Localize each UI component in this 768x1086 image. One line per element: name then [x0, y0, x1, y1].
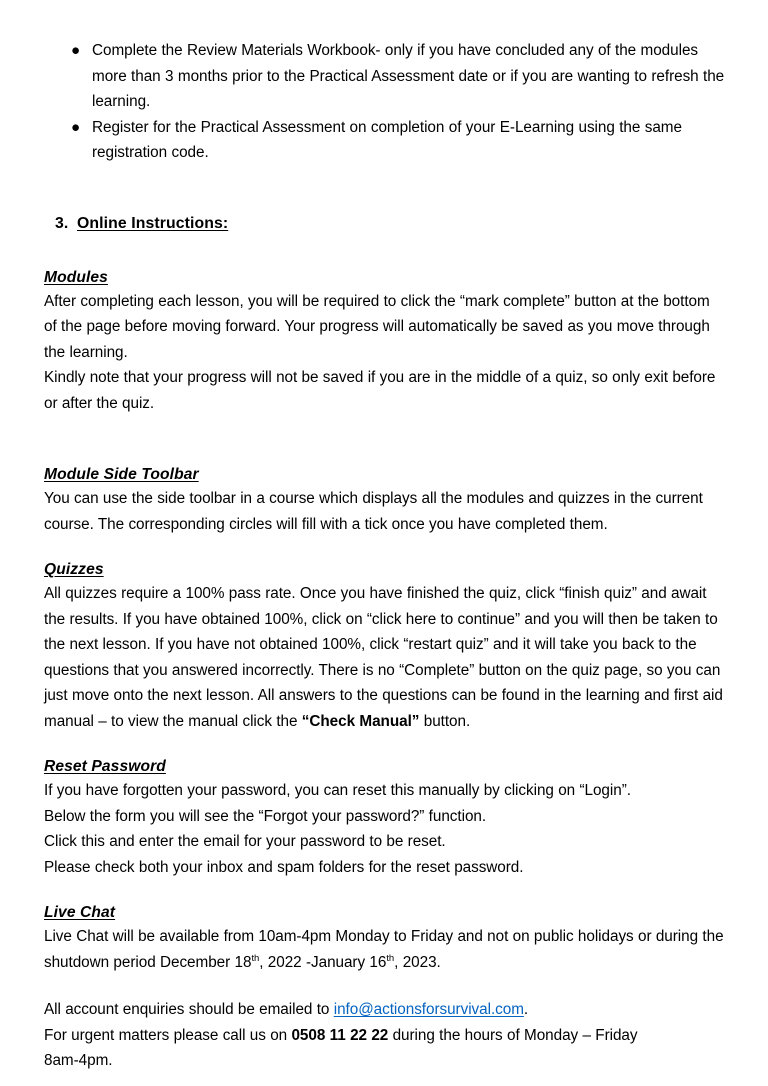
bullet-text: Register for the Practical Assessment on completion of your E-Learning using the same registration code.: [92, 118, 682, 161]
reset-password-line-2: Below the form you will see the “Forgot your password?” function.: [44, 807, 487, 825]
contact-hours-line: 8am-4pm.: [44, 1052, 113, 1069]
heading-module-side-toolbar: Module Side Toolbar: [44, 466, 199, 483]
live-chat-text-part-1: Live Chat will be available from 10am-4pm Monday to Friday and not on public holidays or during the shutdown period December 18: [44, 928, 724, 971]
contact-email-line: [44, 997, 726, 1023]
heading-live-chat: Live Chat: [44, 904, 116, 921]
contact-phone-prefix: For urgent matters please call us on: [44, 1026, 292, 1044]
module-side-toolbar-paragraph: You can use the side toolbar in a course which displays all the modules and quizzes in the current course. The corresponding circles will fill with a tick once you have completed them.: [44, 490, 703, 533]
contact-email-suffix: .: [523, 1001, 529, 1018]
live-chat-text-part-2: , 2022 -January 16: [259, 953, 387, 971]
spacer: [44, 734, 726, 756]
spacer: [44, 235, 726, 267]
quizzes-text-part-1: All quizzes require a 100% pass rate. Once you have finished the quiz, click “finish quiz” and await the results. If you have obtained 100%, click on “click here to continue” and you will then be taken to the next lesson. If you have not obtained 100%, click “restart quiz” and it will take you back to the questions that you answered incorrectly. There is no “Complete” button on the quiz page, so you can just move onto the next lesson. All answers to the questions can be found in the learning and first aid manual – to view the manual click the: [44, 585, 723, 730]
live-chat-paragraph: [44, 924, 726, 975]
document-content: [44, 38, 726, 1074]
reset-password-line-3: Click this and enter the email for your password to be reset.: [44, 833, 446, 850]
email-link[interactable]: info@actionsforsurvival.com: [333, 1001, 524, 1018]
heading-quizzes: Quizzes: [44, 561, 104, 578]
section-title: Online Instructions:: [77, 214, 229, 232]
phone-number: 0508 11 22 22: [291, 1026, 389, 1044]
spacer: [44, 537, 726, 559]
reset-password-line-4: Please check both your inbox and spam folders for the reset password.: [44, 858, 524, 876]
contact-phone-line: [44, 1023, 726, 1049]
heading-modules: Modules: [44, 268, 108, 286]
list-item: [44, 38, 726, 115]
section-number: 3.: [55, 214, 69, 232]
ordinal-suffix: th: [251, 952, 260, 964]
section-heading-online-instructions: [44, 213, 726, 235]
spacer: [44, 975, 726, 997]
ordinal-suffix: th: [386, 952, 395, 964]
spacer: [44, 880, 726, 902]
check-manual-label: “Check Manual”: [301, 712, 420, 730]
heading-reset-password: Reset Password: [44, 758, 166, 775]
bullet-dot-icon: ●: [71, 42, 81, 59]
bullet-dot-icon: ●: [71, 118, 81, 136]
instructions-bullet-list: [44, 38, 726, 166]
reset-password-line-1: If you have forgotten your password, you can reset this manually by clicking on “Login”.: [44, 782, 631, 799]
modules-paragraph-1: After completing each lesson, you will be required to click the “mark complete” button at the bottom of the page before moving forward. Your progress will automatically be saved as you move through the learning.: [44, 292, 710, 361]
contact-phone-suffix: during the hours of Monday – Friday: [388, 1026, 638, 1044]
quizzes-text-part-2: button.: [419, 712, 471, 730]
bullet-text: Complete the Review Materials Workbook- only if you have concluded any of the modules more than 3 months prior to the Practical Assessment date or if you are wanting to refresh the learning.: [92, 42, 725, 110]
live-chat-text-part-3: , 2023.: [394, 953, 441, 971]
modules-paragraph-2: Kindly note that your progress will not be saved if you are in the middle of a quiz, so only exit before or after the quiz.: [44, 369, 716, 412]
spacer: [44, 416, 726, 464]
quizzes-paragraph: [44, 581, 726, 734]
contact-email-prefix: All account enquiries should be emailed to: [44, 1001, 334, 1018]
list-item: [44, 115, 726, 166]
